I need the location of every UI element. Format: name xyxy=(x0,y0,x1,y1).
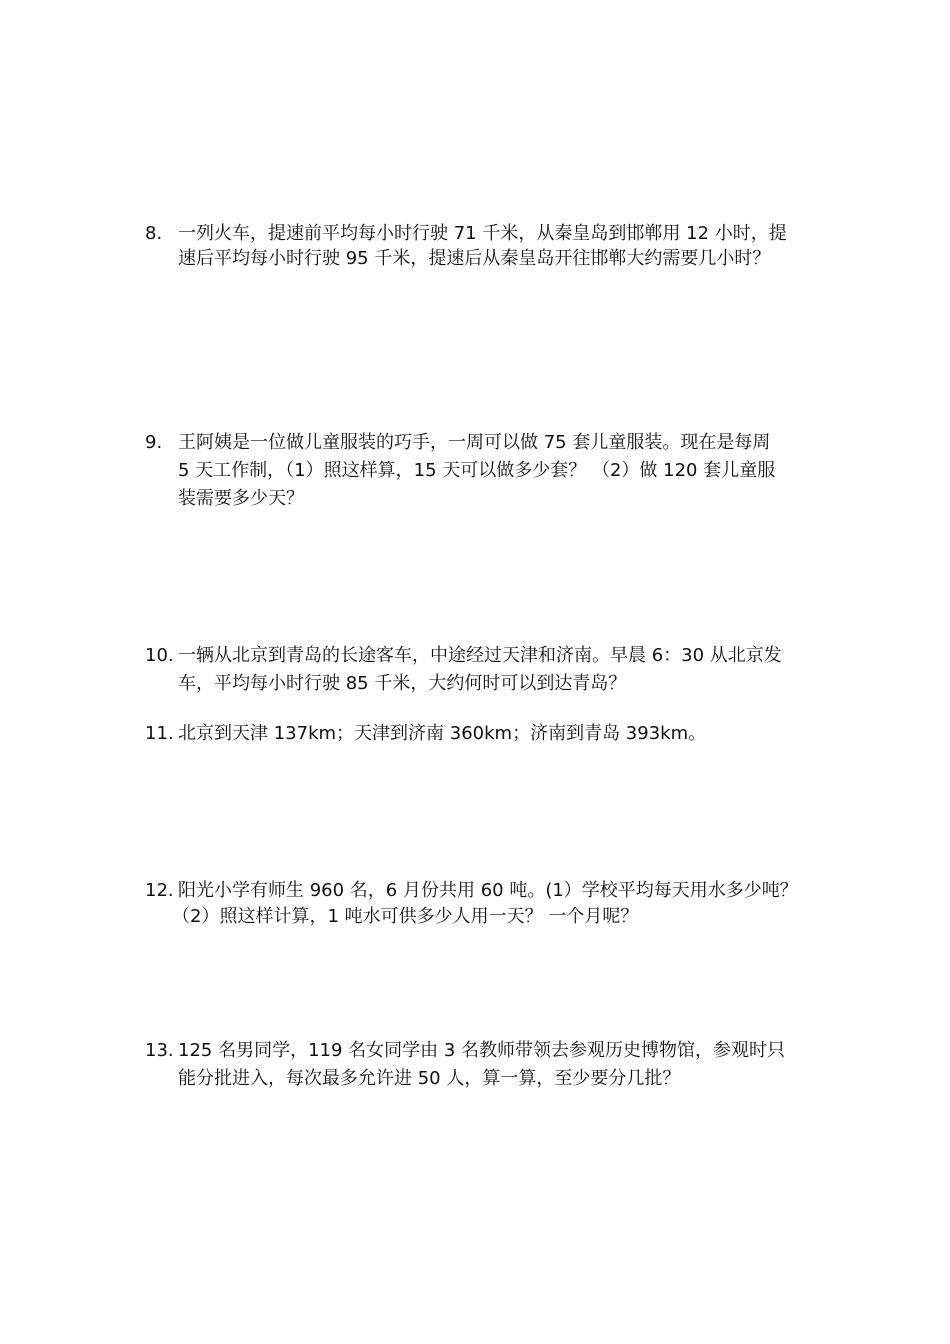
problem-number: 11. xyxy=(145,723,174,744)
problem-text-line: （2）照这样计算，1 吨水可供多少人用一天？ 一个月呢？ xyxy=(172,906,639,927)
problem-text-line: 125 名男同学，119 名女同学由 3 名教师带领去参观历史博物馆，参观时只 xyxy=(178,1040,786,1061)
problem-text-line: 阳光小学有师生 960 名，6 月份共用 60 吨。(1）学校平均每天用水多少吨？ xyxy=(178,880,798,901)
problem-text-line: 北京到天津 137km；天津到济南 360km；济南到青岛 393km。 xyxy=(178,723,707,744)
problem-number: 8. xyxy=(145,223,163,244)
problem-text-line: 速后平均每小时行驶 95 千米，提速后从秦皇岛开往邯郸大约需要几小时？ xyxy=(178,248,771,269)
problem-text-line: 王阿姨是一位做儿童服装的巧手，一周可以做 75 套儿童服装。现在是每周 xyxy=(178,432,771,453)
problem-text-line: 装需要多少天？ xyxy=(178,488,304,509)
problem-text-line: 5 天工作制，（1）照这样算，15 天可以做多少套？ （2）做 120 套儿童服 xyxy=(178,460,776,481)
problem-text-line: 能分批进入，每次最多允许进 50 人，算一算，至少要分几批？ xyxy=(178,1068,681,1089)
problem-number: 12. xyxy=(145,880,174,901)
problem-text-line: 车，平均每小时行驶 85 千米，大约何时可以到达青岛？ xyxy=(178,673,627,694)
problem-number: 10. xyxy=(145,645,174,666)
problem-number: 13. xyxy=(145,1040,174,1061)
problem-text-line: 一辆从北京到青岛的长途客车，中途经过天津和济南。早晨 6：30 从北京发 xyxy=(178,645,782,666)
problem-number: 9. xyxy=(145,432,163,453)
problem-text-line: 一列火车，提速前平均每小时行驶 71 千米，从秦皇岛到邯郸用 12 小时，提 xyxy=(178,223,787,244)
